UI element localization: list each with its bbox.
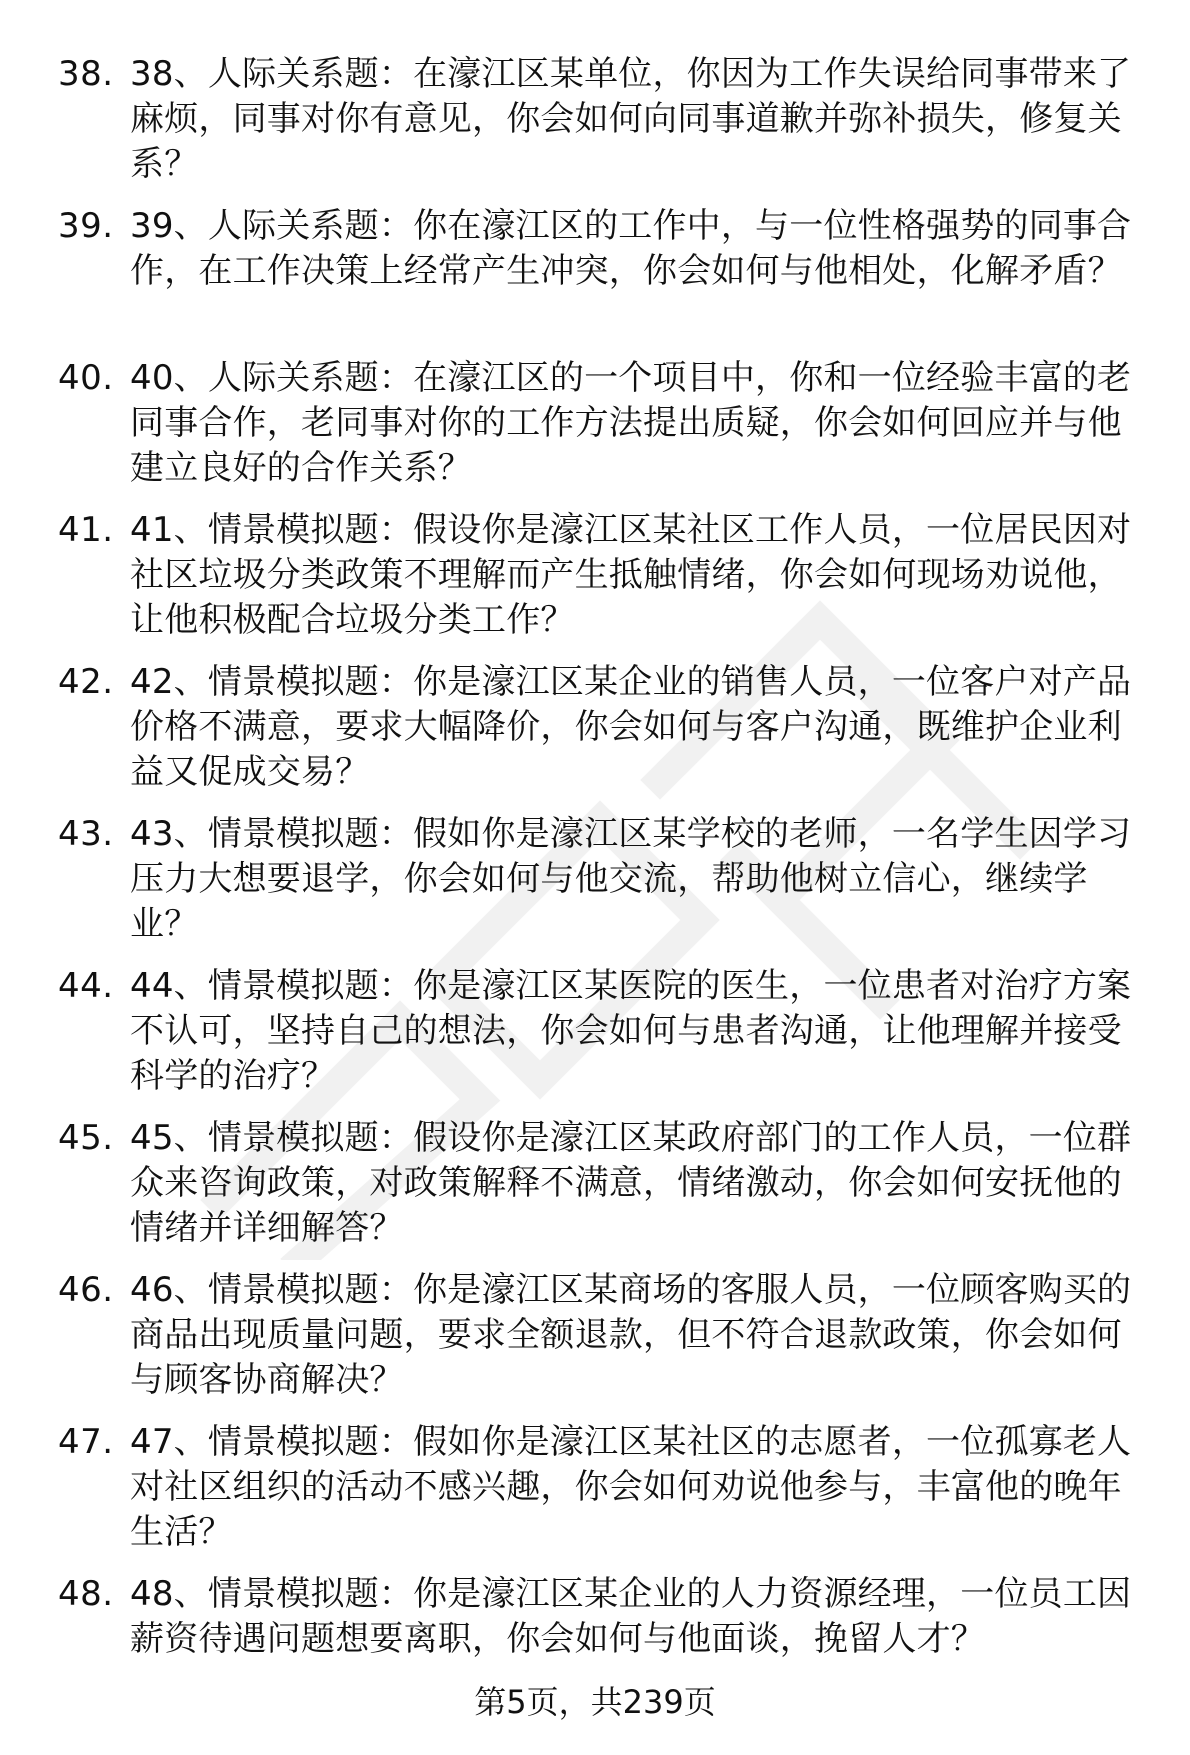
question-item (0, 1268, 1190, 1420)
question-number: 43. (58, 814, 114, 854)
question-item (0, 660, 1190, 812)
question-number: 39. (58, 206, 114, 246)
question-item (0, 356, 1190, 508)
question-item (0, 812, 1190, 964)
question-number: 42. (58, 662, 114, 702)
question-text: 41、情景模拟题：假设你是濠江区某社区工作人员，一位居民因对社区垃圾分类政策不理解而产生抵触情绪，你会如何现场劝说他，让他积极配合垃圾分类工作？ (130, 510, 1132, 640)
question-text: 44、情景模拟题：你是濠江区某医院的医生，一位患者对治疗方案不认可，坚持自己的想法，你会如何与患者沟通，让他理解并接受科学的治疗？ (130, 966, 1132, 1096)
question-text: 45、情景模拟题：假设你是濠江区某政府部门的工作人员，一位群众来咨询政策，对政策解释不满意，情绪激动，你会如何安抚他的情绪并详细解答？ (130, 1118, 1132, 1248)
question-text: 48、情景模拟题：你是濠江区某企业的人力资源经理，一位员工因薪资待遇问题想要离职，你会如何与他面谈，挽留人才？ (130, 1574, 1132, 1659)
question-number: 47. (58, 1422, 114, 1462)
page-number-footer: 第5页，共239页 (474, 1683, 716, 1721)
question-item (0, 204, 1190, 356)
question-item (0, 964, 1190, 1116)
question-list (0, 52, 1190, 1724)
question-text: 43、情景模拟题：假如你是濠江区某学校的老师，一名学生因学习压力大想要退学，你会如何与他交流，帮助他树立信心，继续学业？ (130, 814, 1132, 944)
question-text: 40、人际关系题：在濠江区的一个项目中，你和一位经验丰富的老同事合作，老同事对你的工作方法提出质疑，你会如何回应并与他建立良好的合作关系？ (130, 358, 1132, 488)
question-number: 48. (58, 1574, 114, 1614)
question-text: 42、情景模拟题：你是濠江区某企业的销售人员，一位客户对产品价格不满意，要求大幅降价，你会如何与客户沟通，既维护企业利益又促成交易？ (130, 662, 1132, 792)
question-item (0, 1116, 1190, 1268)
question-number: 46. (58, 1270, 114, 1310)
question-item (0, 1420, 1190, 1572)
question-text: 47、情景模拟题：假如你是濠江区某社区的志愿者，一位孤寡老人对社区组织的活动不感兴趣，你会如何劝说他参与，丰富他的晚年生活？ (130, 1422, 1132, 1552)
question-item (0, 508, 1190, 660)
question-item (0, 52, 1190, 204)
question-number: 38. (58, 54, 114, 94)
question-text: 38、人际关系题：在濠江区某单位，你因为工作失误给同事带来了麻烦，同事对你有意见，你会如何向同事道歉并弥补损失，修复关系？ (130, 54, 1132, 184)
question-number: 44. (58, 966, 114, 1006)
question-text: 39、人际关系题：你在濠江区的工作中，与一位性格强势的同事合作，在工作决策上经常产生冲突，你会如何与他相处，化解矛盾？ (130, 206, 1132, 291)
question-number: 45. (58, 1118, 114, 1158)
question-number: 40. (58, 358, 114, 398)
question-text: 46、情景模拟题：你是濠江区某商场的客服人员，一位顾客购买的商品出现质量问题，要求全额退款，但不符合退款政策，你会如何与顾客协商解决？ (130, 1270, 1132, 1400)
question-number: 41. (58, 510, 114, 550)
